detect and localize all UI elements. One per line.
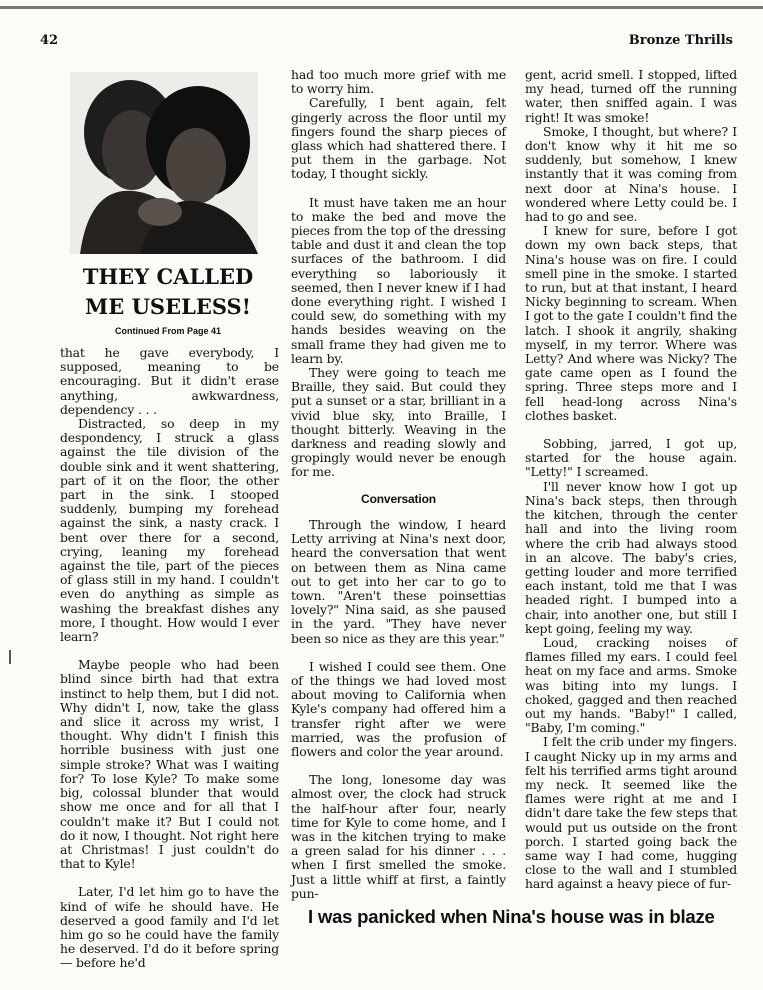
paragraph: I'll never know how I got up Nina's back steps, then through the kitchen, through the center hall and into the living room where the crib had always stood in an alcove. The baby's cries, getting louder and more terrified each instant, told me that I was headed right. I bumped into a chair, into another one, but still I kept going, feeling my way. xyxy=(525,478,737,636)
couple-photo-illustration xyxy=(70,72,258,254)
page-number: 42 xyxy=(40,33,59,48)
paragraph: Loud, cracking noises of flames filled my ears. I could feel heat on my face and arms. Smoke was biting into my lungs. I choked, gagged and then reached out my hands. "Baby!" I called, "Baby, I'm coming." xyxy=(525,634,737,736)
section-subhead: Conversation xyxy=(361,491,436,506)
paragraph: had too much more grief with me to worry him. xyxy=(291,67,506,97)
paragraph: They were going to teach me Braille, they said. But could they put a sunset or a star, brilliant in a vivid blue sky, into Braille, I thought bitterly. Weaving in the darkness and reading slowly and gropingly would never be enough for me. xyxy=(291,365,506,480)
headline-line-2: ME USELESS! xyxy=(85,294,251,319)
paragraph: Smoke, I thought, but where? I don't know why it hit me so suddenly, but somehow, I knew instantly that it was coming from next door at Nina's house. I wondered where Letty could be. I had to go and see. xyxy=(525,123,737,225)
margin-mark xyxy=(9,650,11,664)
headline-line-1: THEY CALLED xyxy=(82,264,254,289)
paragraph: The long, lonesome day was almost over, the clock had struck the half-hour after four, nearly time for Kyle to come home, and I was in the kitchen trying to make a green salad for his dinner . . . when I first smelled the smoke. Just a little whiff at first, a faintly pun- xyxy=(291,772,506,901)
paragraph: Sobbing, jarred, I got up, started for the house again. "Letty!" I screamed. xyxy=(525,436,737,480)
paragraph: Maybe people who had been blind since birth had that extra instinct to help them, but I did not. Why didn't I, now, take the glass and slice it across my wrist, I thought. Why didn't I finish this horrible business with just one simple stroke? What was I waiting for? To lose Kyle? To make some big, colossal blunder that would show me once and for all that I couldn't make it? But I could not do it now, I thought. Not right here at Christmas! I just couldn't do that to Kyle! xyxy=(60,657,279,872)
paragraph: Through the window, I heard Letty arriving at Nina's next door, heard the conversation that went on between them as Nina came out to get into her car to go to town. "Aren't these poinsettias lovely?" Nina said, as she paused in the yard. "They have never been so nice as they are this year." xyxy=(291,516,506,646)
top-rule xyxy=(0,6,763,9)
column-1 xyxy=(60,346,279,971)
continued-note: Continued From Page 41 xyxy=(114,326,221,336)
story-headline xyxy=(62,262,274,322)
paragraph: I felt the crib under my fingers. I caught Nicky up in my arms and felt his terrified arms tight around my neck. It seemed like the flames were right at me and I didn't dare take the few steps that would put us outside on the front porch. I started going back the same way I had come, hugging close to the wall and I stumbled hard against a heavy piece of fur- xyxy=(525,734,737,892)
paragraph: I wished I could see them. One of the things we had loved most about moving to California when Kyle's company had offered him a transfer right after we were married, was the profusion of flowers and color the year around. xyxy=(291,658,506,759)
paragraph: Distracted, so deep in my despondency, I struck a glass against the tile division of the double sink and it went shattering, part of it on the floor, the other part in the sink. I stooped suddenly, bumping my forehead against the sink, a nasty crack. I bent over there for a second, crying, leaning my forehead against the tile, part of the pieces of glass still in my hand. I couldn't even do anything as simple as washing the breakfast dishes any more, I thought. How would I ever learn? xyxy=(60,416,279,645)
paragraph: gent, acrid smell. I stopped, lifted my head, turned off the running water, then sniffed again. I was right! It was smoke! xyxy=(525,67,737,125)
teaser-tagline: I was panicked when Nina's house was in blaze xyxy=(308,906,715,927)
couple-photo xyxy=(70,72,258,254)
paragraph: It must have taken me an hour to make the bed and move the pieces from the top of the dressing table and dust it and clean the top surfaces of the bathroom. I did everything so laboriously it seemed, then I never knew if I had done everything right. I wished I could sew, do something with my hands besides weaving on the small frame they had given me to learn by. xyxy=(291,194,506,366)
paragraph: Carefully, I bent again, felt gingerly across the floor until my fingers found the sharp pieces of glass which had shattered there. I put them in the garbage. Not today, I thought sickly. xyxy=(291,95,506,182)
column-2 xyxy=(291,68,506,901)
column-3 xyxy=(525,68,737,892)
paragraph: Later, I'd let him go to have the kind of wife he should have. He deserved a good family and I'd let him go so he could have the family he deserved. I'd do it before spring — before he'd xyxy=(60,884,279,971)
paragraph: I knew for sure, before I got down my own back steps, that Nina's house was on fire. I could smell pine in the smoke. I started to run, but at that instant, I heard Nicky beginning to scream. When I got to the gate I couldn't find the latch. I shook it angrily, shaking myself, in my terror. Where was Letty? And where was Nicky? The gate came open as I found the spring. Three steps more and I fell head-long across Nina's clothes basket. xyxy=(525,223,737,423)
paragraph: that he gave everybody, I supposed, meaning to be encouraging. But it didn't erase anything, awkwardness, dependency . . . xyxy=(60,345,279,417)
running-title: Bronze Thrills xyxy=(628,33,733,48)
